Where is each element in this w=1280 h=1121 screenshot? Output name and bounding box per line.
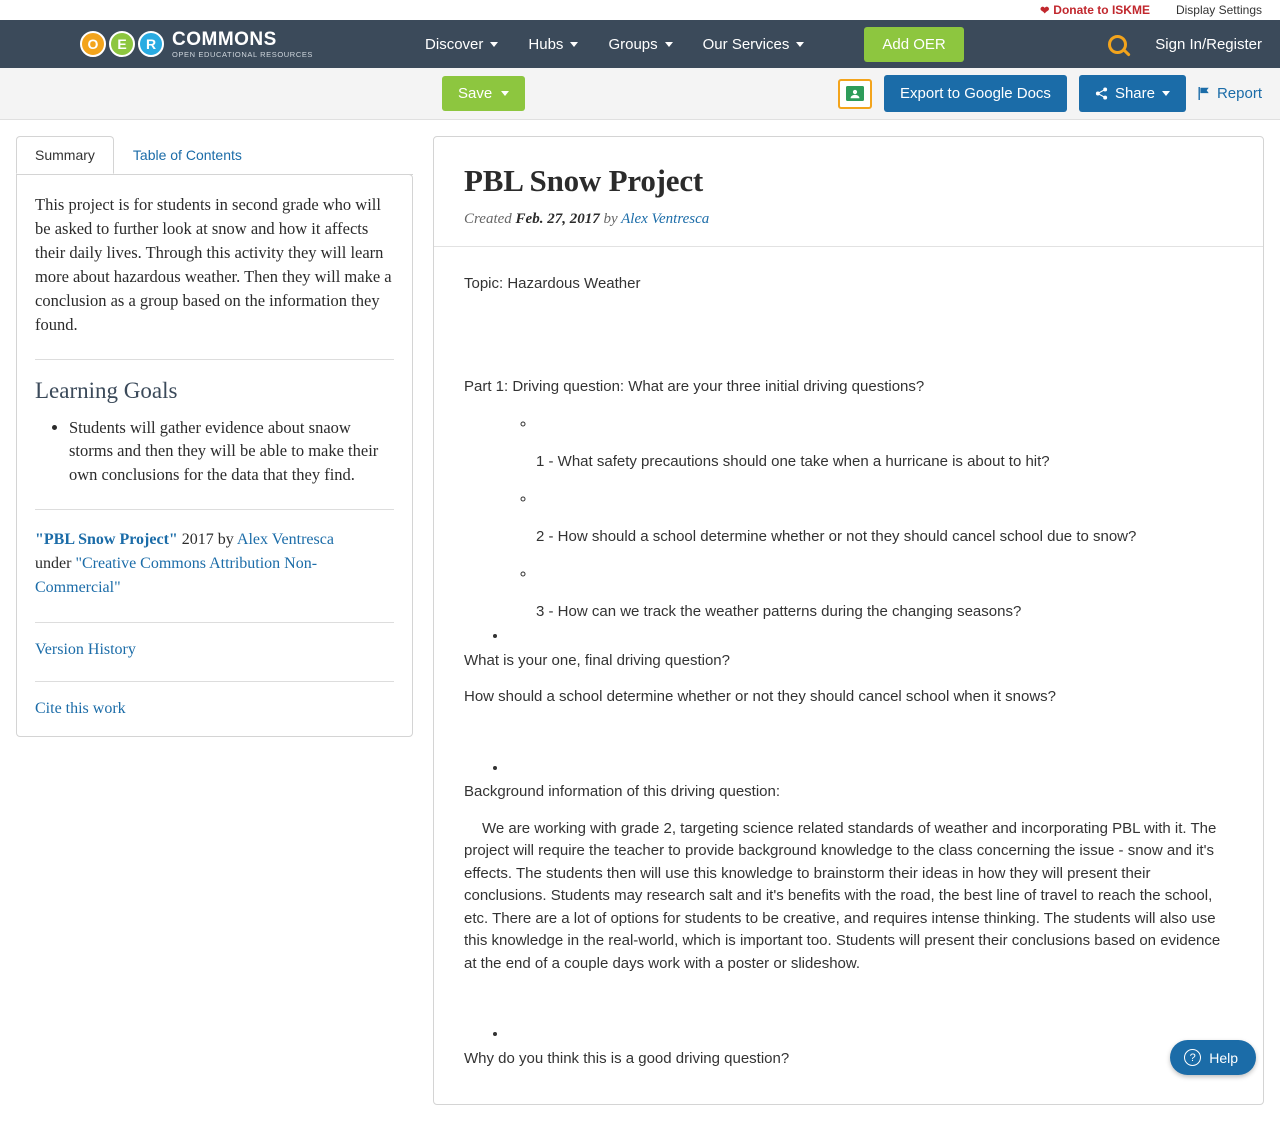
donate-label: Donate to ISKME xyxy=(1053,3,1150,17)
question-bullet xyxy=(536,413,1233,436)
summary-text: This project is for students in second grade who will be asked to further look at snow and how it affects their daily lives. Through this activity they will learn more about hazardous weather. Then they will make a conclusion as a group based on the information they found. xyxy=(35,195,392,334)
created-label: Created xyxy=(464,211,512,227)
background-prompt: Background information of this driving question: xyxy=(464,783,781,800)
background-bullet xyxy=(488,757,1233,780)
google-classroom-icon xyxy=(846,86,864,101)
page-body xyxy=(0,120,1280,1121)
attribution-block xyxy=(35,528,394,600)
spacer xyxy=(464,989,1233,1023)
share-button[interactable] xyxy=(1079,75,1186,112)
question-bullet xyxy=(536,488,1233,511)
export-to-google-docs-button[interactable]: Export to Google Docs xyxy=(884,75,1067,112)
part1-line: Part 1: Driving question: What are your three initial driving questions? xyxy=(464,377,925,395)
add-oer-button[interactable]: Add OER xyxy=(864,27,963,62)
nav-item-groups-label: Groups xyxy=(608,35,658,53)
attribution-author-link[interactable]: Alex Ventresca xyxy=(236,531,334,549)
site-logo[interactable] xyxy=(80,30,313,59)
attribution-under: under xyxy=(35,555,72,573)
chevron-down-icon xyxy=(1162,91,1170,96)
document-header xyxy=(434,137,1263,247)
background-text: We are working with grade 2, targeting science related standards of weather and incorporating PBL with it. The project will require the teacher to provide background knowledge to the class concerning the issue - snow and it's effects. The students then will use this knowledge to brainstorm their ideas in how they will present their conclusions. Students may research salt and it's benefits with the road, the best line of travel to reach the school, etc. There are a lot of options for students to be creative, and requires intense thinking. The students will also use this knowledge in the real-world, which is important too. Students will present their conclusions based on evidence at the end of a couple days work with a poster or slideshow. xyxy=(464,819,1221,972)
tab-table-of-contents[interactable]: Table of Contents xyxy=(132,147,242,163)
save-label: Save xyxy=(458,85,493,102)
final-question-bullet xyxy=(488,625,1233,648)
donate-link[interactable] xyxy=(1040,3,1150,17)
final-question-prompt: What is your one, final driving question? xyxy=(464,651,730,669)
question-mark-icon: ? xyxy=(1184,1049,1201,1066)
sign-in-register-link[interactable]: Sign In/Register xyxy=(1155,35,1262,53)
nav-item-discover-label: Discover xyxy=(425,35,484,53)
chevron-down-icon xyxy=(570,42,578,47)
search-icon[interactable] xyxy=(1108,35,1127,54)
topic-line: Topic: Hazardous Weather xyxy=(464,275,641,292)
attribution-year: 2017 by xyxy=(181,531,234,549)
share-icon xyxy=(1095,87,1108,100)
report-link[interactable] xyxy=(1198,85,1262,102)
cite-this-work-link[interactable]: Cite this work xyxy=(35,700,126,718)
created-date: Feb. 27, 2017 xyxy=(515,211,600,227)
nav-item-our-services[interactable] xyxy=(703,36,805,53)
sidebar xyxy=(16,136,413,737)
attribution-title: "PBL Snow Project" xyxy=(35,531,178,549)
nav-item-groups[interactable] xyxy=(608,36,672,53)
document-panel xyxy=(433,136,1264,1105)
chevron-down-icon xyxy=(665,42,673,47)
attribution-license-link[interactable]: "Creative Commons Attribution Non-Commercial" xyxy=(35,555,318,597)
document-meta xyxy=(464,211,1233,228)
sidebar-tabs xyxy=(16,136,413,175)
question-bullet xyxy=(536,563,1233,586)
display-settings-link[interactable]: Display Settings xyxy=(1175,3,1262,17)
document-author-link[interactable]: Alex Ventresca xyxy=(621,211,710,227)
divider xyxy=(35,681,394,682)
learning-goals-list xyxy=(35,416,394,488)
nav-right xyxy=(1108,35,1262,54)
nav-items xyxy=(425,27,964,62)
chevron-down-icon xyxy=(490,42,498,47)
nav-item-hubs[interactable] xyxy=(528,36,578,53)
divider xyxy=(35,622,394,623)
help-label: Help xyxy=(1209,1049,1238,1066)
divider xyxy=(35,359,394,360)
heart-icon: ❤ xyxy=(1040,4,1050,17)
help-button[interactable] xyxy=(1170,1040,1256,1075)
save-button[interactable] xyxy=(442,76,525,111)
chevron-down-icon xyxy=(796,42,804,47)
spacer xyxy=(464,723,1233,757)
learning-goals-heading: Learning Goals xyxy=(35,377,178,403)
action-bar-right xyxy=(838,75,1262,112)
logo-letter-r: R xyxy=(138,31,164,57)
logo-circles xyxy=(80,31,164,57)
nav-item-discover[interactable] xyxy=(425,36,498,53)
document-body xyxy=(434,247,1263,1104)
page-title: PBL Snow Project xyxy=(464,163,704,198)
question-3: 3 - How can we track the weather patterns during the changing seasons? xyxy=(536,602,1022,620)
flag-icon xyxy=(1198,87,1210,100)
version-history-link[interactable]: Version History xyxy=(35,641,136,659)
question-2: 2 - How should a school determine whether or not they should cancel school due to snow? xyxy=(536,527,1137,545)
list-item: • Students will gather evidence about snaow storms and then they will be able to make their own conclusions for the data that they find. xyxy=(69,416,394,488)
summary-card xyxy=(16,174,413,737)
divider xyxy=(35,509,394,510)
report-label: Report xyxy=(1216,85,1262,102)
nav-item-our-services-label: Our Services xyxy=(702,35,790,53)
logo-text xyxy=(172,30,313,59)
logo-tagline: OPEN EDUCATIONAL RESOURCES xyxy=(172,49,314,59)
utility-bar xyxy=(0,0,1280,20)
logo-letter-o: O xyxy=(80,31,106,57)
action-bar xyxy=(0,68,1280,120)
logo-letter-e: E xyxy=(109,31,135,57)
final-question-answer: How should a school determine whether or not they should cancel school when it snows? xyxy=(464,688,1057,705)
logo-name: COMMONS xyxy=(172,28,277,50)
chevron-down-icon xyxy=(501,91,509,96)
share-label: Share xyxy=(1114,85,1155,102)
spacer xyxy=(464,310,1233,376)
good-question-bullet xyxy=(488,1023,1233,1046)
google-classroom-button[interactable] xyxy=(838,79,872,109)
main-navigation xyxy=(0,20,1280,68)
good-question-prompt: Why do you think this is a good driving question? xyxy=(464,1049,790,1067)
nav-item-hubs-label: Hubs xyxy=(528,35,564,53)
by-label: by xyxy=(603,211,618,227)
tab-summary[interactable]: Summary xyxy=(16,136,114,174)
question-1: 1 - What safety precautions should one take when a hurricane is about to hit? xyxy=(536,452,1050,470)
